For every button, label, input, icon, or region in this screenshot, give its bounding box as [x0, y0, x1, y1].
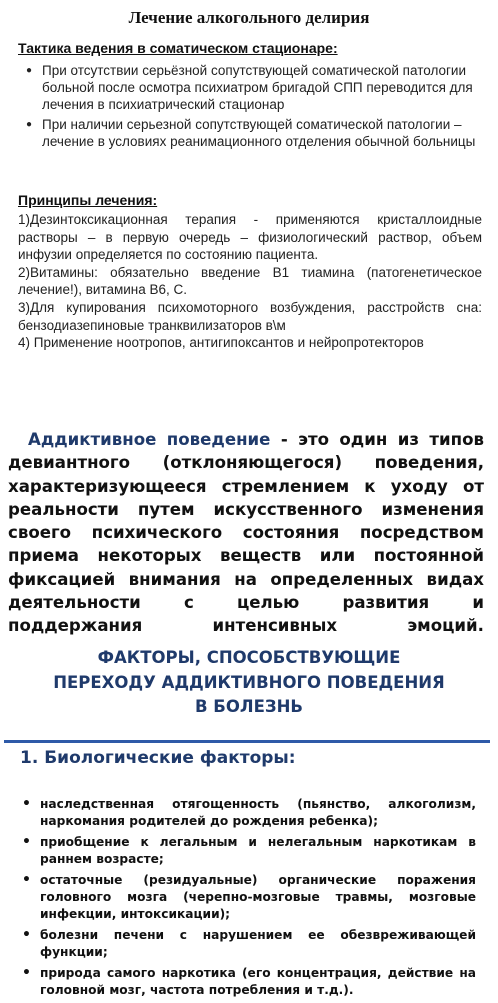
factors-title-line: ПЕРЕХОДУ АДДИКТИВНОГО ПОВЕДЕНИЯ: [53, 672, 445, 692]
list-item: • остаточные (резидуальные) органические поражения головного мозга (черепно-мозговые травмы, мозговые инфекции, интоксикации);: [20, 872, 476, 923]
definition-text: - это один из типов девиантного (отклоняющегося) поведения, характеризующееся стремлением к уходу от реальности путем искусственного изменения своего психического состояния посредством приема некоторых веществ или постоянной фиксацией внимания на определенных видах деятельности с целью развития и: [8, 430, 484, 613]
definition-term: Аддиктивное поведение: [28, 430, 271, 449]
definition-paragraph: [8, 428, 484, 614]
tactics-heading: Тактика ведения в соматическом стационаре:: [18, 40, 338, 56]
definition-last-line: поддержания интенсивных эмоций.: [8, 616, 484, 635]
principle-item: 3)Для купирования психомоторного возбуждения, расстройств сна: бензодиазепиновые транквилизаторов в\м: [18, 299, 482, 333]
slide-title: Лечение алкогольного делирия: [128, 8, 370, 27]
principles-heading: Принципы лечения:: [18, 192, 158, 208]
bio-factors-list: [20, 796, 476, 1003]
factors-title-line: В БОЛЕЗНЬ: [194, 697, 303, 716]
list-item: ● При отсутствии серьёзной сопутствующей соматической патологии больной после осмотра психиатром бригадой СПП переводится для лечения в психиатрический стационар: [26, 62, 476, 113]
slide-addictive-behavior: [0, 418, 498, 1003]
list-item: • болезни печени с нарушением ее обезвреживающей функции;: [20, 927, 476, 961]
slide-delirium-treatment: [0, 0, 498, 380]
principle-item: 4) Применение ноотропов, антигипоксантов и нейропротекторов: [18, 335, 424, 351]
bio-heading: 1. Биологические факторы:: [20, 748, 296, 768]
list-item: ● При наличии серьезной сопутствующей соматической патологии – лечение в условиях реанимационного отделения обычной больницы: [26, 116, 476, 150]
principle-item: 2)Витамины: обязательно введение В1 тиамина (патогенетическое лечение!), витамина В6, С.: [18, 264, 482, 298]
factors-title-line: ФАКТОРЫ, СПОСОБСТВУЮЩИЕ: [97, 648, 401, 667]
divider: [4, 740, 490, 743]
principle-item: 1)Дезинтоксикационная терапия - применяются кристаллоидные растворы – в первую очередь – физиологический раствор, объем инфузии определяется по состоянию пациента.: [18, 212, 482, 263]
factors-title: [0, 646, 498, 720]
principles-list: [18, 211, 482, 352]
list-item: • наследственная отягощенность (пьянство, алкоголизм, наркомания родителей до рождения ребенка);: [20, 796, 476, 830]
list-item: • природа самого наркотика (его концентрация, действие на головной мозг, частота потребления и т.д.).: [20, 965, 476, 999]
list-item: • приобщение к легальным и нелегальным наркотикам в раннем возрасте;: [20, 834, 476, 868]
tactics-list: [26, 62, 476, 153]
